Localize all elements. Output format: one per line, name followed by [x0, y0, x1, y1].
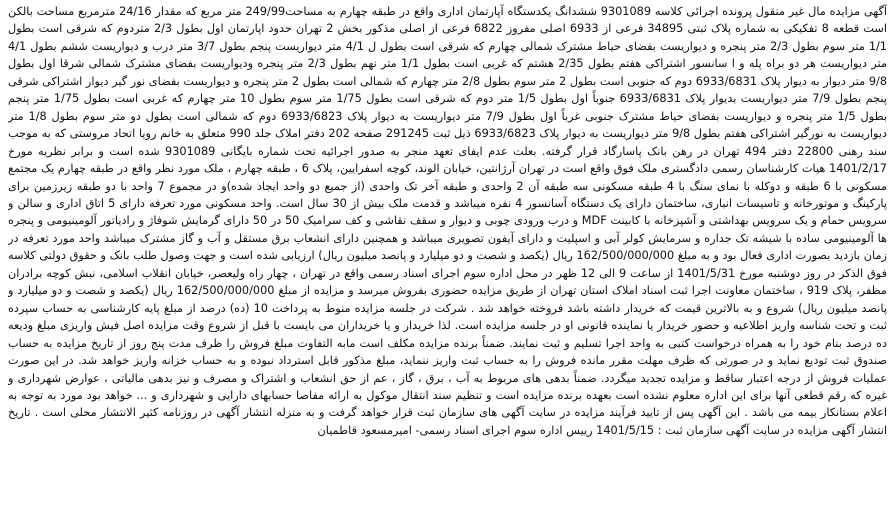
- auction-notice-document: [8, 3, 887, 528]
- notice-body-text: آگهی مزایده مال غیر منقول پرونده اجرائی کلاسه 9301089 ششدانگ یکدستگاه آپارتمان اداری واقع در طبقه چهارم به مساحت249/99 متر مربع که مقدار 24/16 مترمربع مساحت بالکن است قطعه 8 تفکیکی به شماره پلاک ثبتی 34895 فرعی از 6933 اصلی مفروز 6822 فرعی از اصلی مذکور بخش 2 تهران حدود اپارتمان اول بطول 2/3 متردوم که شرقی است بطول 1/1 متر سوم بطول 2/3 متر پنجره و دیواریست بفضای حیاط مشترک شمالی چهارم که شرقی است بطول ل 4/1 متر دیواریست پنجم بطول 3/7 متر درب و دیواریست ششم بطول 4/1 متر دیواریست هر دو براه پله و ا سانسور اشتراکی هفتم بطول 2/35 هشتم که غربی است بطول 1/1 متر نهم بطول 2/3 متر پنجره ودیواریست بفضای مشترک شمالی شرقا اول بطول 9/8 متر دیوار به دیوار پلاک 6933/6831 دوم که جنوبی است بطول 2 متر سوم بطول 2/8 متر چهارم که شمالی است بطول 2 متر پنجره و دیواریست بفضای نور گیر دیوار اشتراکی شرقی پنجم بطول 7/9 متر دیواریست بدیوار پلاک 6933/6831 جنوباً اول بطول 1/5 متر دوم که شرقی است بطول 1/75 متر سوم بطول 10 متر چهارم که غربی است بطول 1/75 متر پنجم بطول 1/5 متر پنجره و دیواریست بفضای حیاط مشترک جنوبی غرباً اول بطول 7/9 متر دیواریست به دیوار پلاک 6933/6823 دوم که شمالی است بطول دو متر سوم بطول 1/8 متر دیواریست به نورگیر اشتراکی هفتم بطول 9/8 متر دیواریست به دیوار پلاک 6933/6823 ذیل ثبت 291245 صفحه 202 دفتر املاک جلد 990 متعلق به خانم رویا اتحاد مروستی که به موجب سند رهنی 22800 دفتر 494 تهران در رهن بانک پاسارگاد قرار گرفته. بعلت عدم ایفای تعهد منجر به صدور اجرائیه تحت شماره بایگانی 9301089 شده است و برابر نظریه مورخ 1401/2/17 هیات کارشناسان رسمی دادگستری ملک فوق واقع است در تهران آرژانتین، خیابان الوند، کوچه اسفرایین، پلاک 6 ، طبقه چهارم ، ملک مورد نظر واقع در طبقه چهارم یک مجتمع مسکونی با 6 طبقه و دوکله با نمای سنگ با 4 طبقه مسکونی سه طبقه آن 2 واحدی و طبقه آخر تک واحدی (از جمیع دو واحد ایجاد شده)و در مجموع 7 واحد با دو طبقه زیرزمین برای پارکینگ و موتورخانه و تاسیسات انباری، ساختمان دارای یک دستگاه آسانسور 4 نفره میباشد و قدمت ملک بیش از 30 سال است. واحد مسکونی مورد تعرفه دارای 5 اتاق اداری و سالن و سرویس حمام و یک سرویس بهداشتی و آشپزخانه با کابینت MDF و درب ورودی چوبی و دیوار و سقف نقاشی و کف سرامیک 50 در 50 دارای گرمایش شوفاژ و رادیاتور آلومینیومی و پنجره ها آلومینیومی ساده با شیشه تک جداره و سرمایش کولر آبی و اسپلیت و دارای آیفون تصویری میباشد و همچنین دارای انشعاب برق مستقل و آب و گاز مشترک میباشد واحد مورد تعرفه در زمان بازدید بصورت اداری فعال بود و به مبلغ 162/500/000/000 ریال (یکصد و شصت و دو میلیارد و پانصد میلیون ریال) ارزیابی شده است و جهت وصول طلب بانک و حقوق دولتی کلاسه فوق الذکر در روز دوشنبه مورخ 1401/5/31 از ساعت 9 الی 12 ظهر در محل اداره سوم اجرای اسناد رسمی واقع در تهران ، چهار راه ولیعصر، خیابان انقلاب اسلامی، نبش کوچه برادران مظفر، پلاک 919 ، ساختمان معاونت اجرا ثبت اسناد املاک استان تهران از طریق مزایده حضوری بفروش میرسد و مزایده از مبلغ 162/500/000/000 ریال (یکصد و شصت و دو میلیارد و پانصد میلیون ریال) شروع و به بالاترین قیمت که خریدار داشته باشد فروخته خواهد شد . شرکت در جلسه مزایده منوط به پرداخت 10 (ده) درصد از مبلغ پایه کارشناسی به حساب سپرده ثبت و تحت شناسه واریز اطلاعیه و حضور خریدار یا نماینده قانونی او در جلسه مزایده است. لذا خریدار و یا خریداران می بایست با قبل از شروع وقت مزایده اصل فیش واریزی مبلغ ودیعه ده درصد بنام خود را به همراه درخواست کتبی به واحد اجرا تسلیم و ثبت نمایند. ضمناً برنده مزایده مکلف است مابه التفاوت مبلغ فروش را ظرف مدت پنج روز از تاریخ مزایده به حساب صندوق ثبت تودیع نماید و در صورتی که ظرف مهلت مقرر مانده فروش را به حساب ثبت واریز ننماید، مبلغ مذکور قابل استرداد نبوده و به حساب خزانه واریز خواهد شد. در این صورت عملیات فروش از درجه اعتبار ساقط و مزایده تجدید میگردد. ضمناً بدهی های مربوط به آب ، برق ، گاز ، عم از حق انشعاب و اشتراک و مصرف و نیز بدهی مالیاتی ، عوارض شهرداری و غیره که رقم قطعی آنها برای این اداره معلوم نشده است بعهده برنده مزایده است و تنظیم سند انتقال موکول به ارائه مفاصا حسابهای دارایی و شهرداری و ... خواهد بود مورد به توجه به اعلام بستانکار بیمه می باشد . این آگهی پس از تایید فرآیند مزایده در سایت آگهی های سازمان ثبت قرار خواهد گرفت و به منزله انتشار آگهی در روزنامه کثیر الانتشار محلی است . تاریخ انتشار آگهی مزایده در سایت آگهی سازمان ثبت : 1401/5/15 رییس اداره سوم اجرای اسناد رسمی- امیرمسعود قاطمیان: [8, 5, 887, 437]
